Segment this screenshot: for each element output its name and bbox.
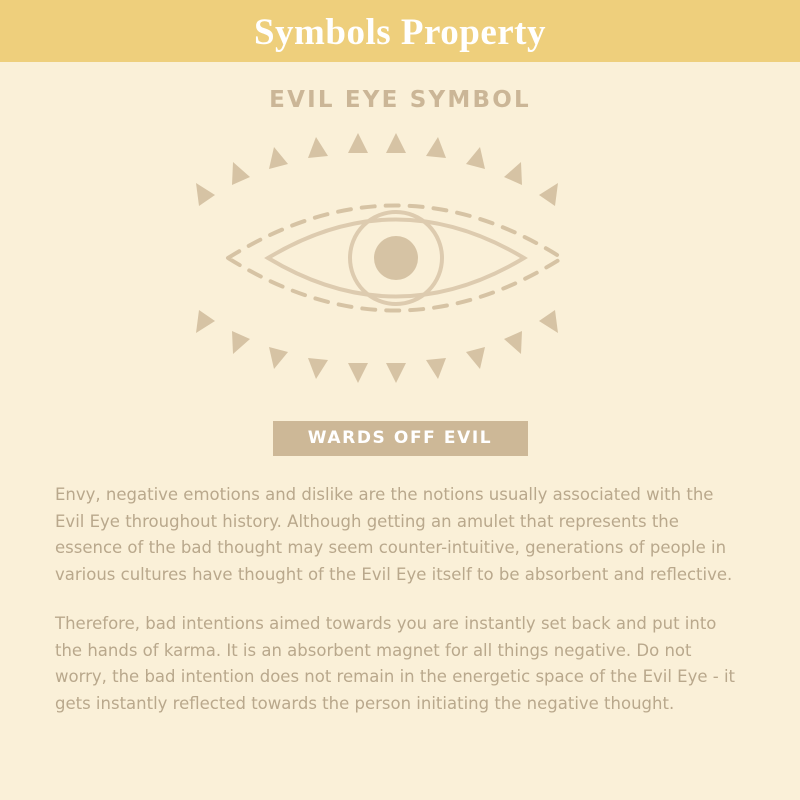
status-badge: WARDS OFF EVIL	[273, 421, 528, 456]
page-title: Symbols Property	[253, 11, 546, 53]
evil-eye-icon	[190, 133, 610, 383]
paragraph: Envy, negative emotions and dislike are the notions usually associated with the Evil Eye throughout history. Although getting an amulet that represents the essence of the bad thought may seem counter-intuitive, generations of people in various cultures have thought of the Evil Eye itself to be absorbent and reflective.	[55, 485, 733, 585]
symbol-illustration	[0, 123, 800, 393]
badge-container	[0, 421, 800, 456]
body-copy	[55, 482, 748, 718]
paragraph: Therefore, bad intentions aimed towards you are instantly set back and put into the hands of karma. It is an absorbent magnet for all things negative. Do not worry, the bad intention does not remain in the energetic space of the Evil Eye - it gets instantly reflected towards the person initiating the negative thought.	[55, 613, 736, 714]
section-heading: EVIL EYE SYMBOL	[269, 87, 531, 113]
header-bar	[0, 0, 800, 62]
